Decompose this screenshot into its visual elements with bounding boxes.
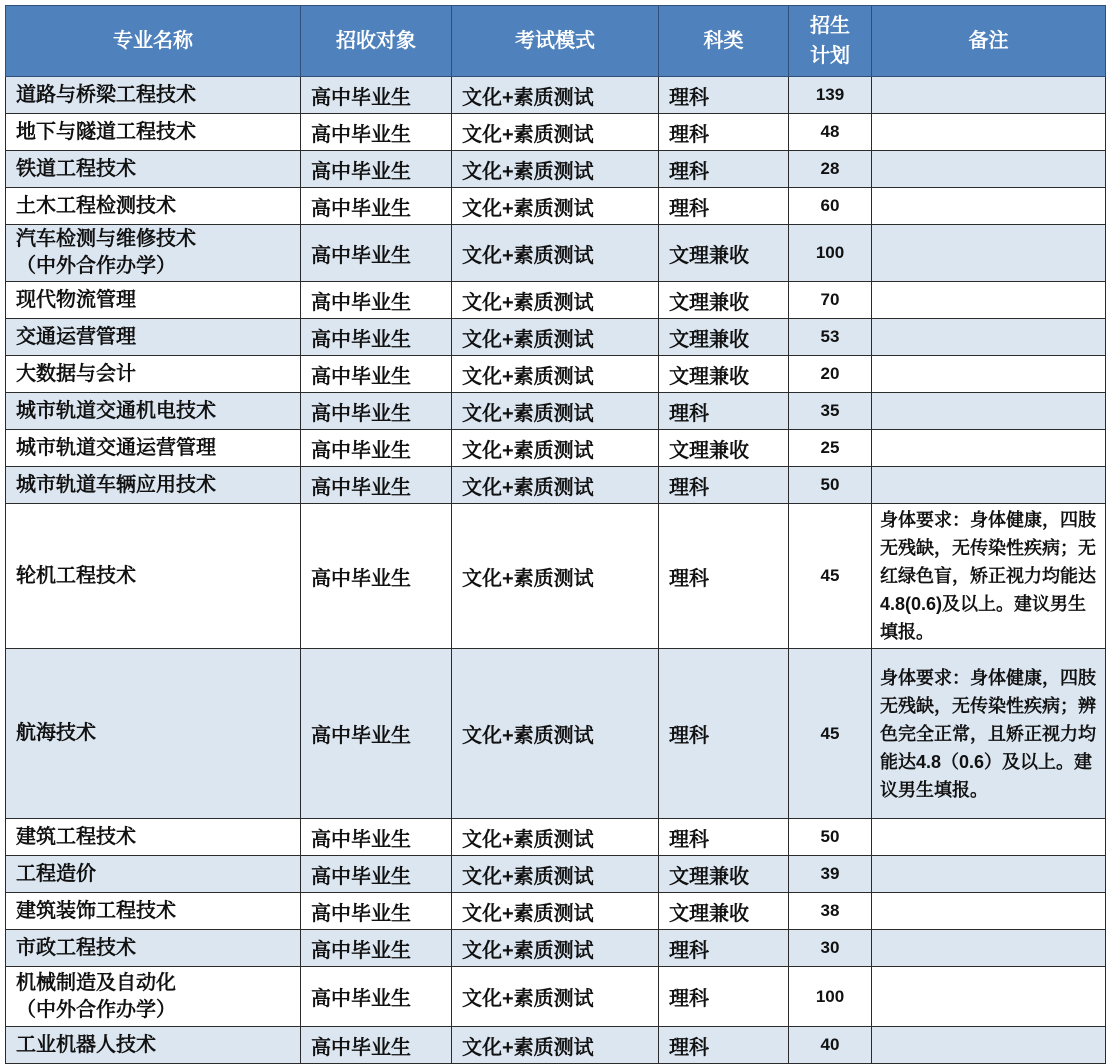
cell-exam: 文化+素质测试 [452,151,659,188]
cell-remark [872,1027,1106,1064]
major-name: 工程造价 [16,862,96,885]
header-category: 科类 [659,6,789,77]
cell-plan: 30 [789,930,872,967]
cell-major [6,893,301,930]
major-name: 城市轨道交通运营管理 [16,436,216,459]
table-row [6,188,1106,225]
cell-major [6,504,301,649]
major-name: 交通运营管理 [16,325,136,348]
cell-target: 高中毕业生 [301,430,452,467]
major-note: （中外合作办学） [16,998,176,1021]
cell-exam: 文化+素质测试 [452,930,659,967]
cell-exam: 文化+素质测试 [452,319,659,356]
cell-exam: 文化+素质测试 [452,819,659,856]
cell-exam: 文化+素质测试 [452,114,659,151]
cell-plan: 20 [789,356,872,393]
cell-exam: 文化+素质测试 [452,225,659,282]
cell-category: 文理兼收 [659,893,789,930]
cell-category: 理科 [659,188,789,225]
cell-category: 文理兼收 [659,225,789,282]
major-name: 市政工程技术 [16,936,136,959]
cell-target: 高中毕业生 [301,504,452,649]
cell-major [6,856,301,893]
cell-target: 高中毕业生 [301,151,452,188]
cell-major [6,319,301,356]
major-name: 现代物流管理 [16,288,136,311]
cell-category: 文理兼收 [659,356,789,393]
cell-target: 高中毕业生 [301,282,452,319]
cell-exam: 文化+素质测试 [452,356,659,393]
cell-category: 理科 [659,930,789,967]
table-row [6,1027,1106,1064]
cell-major [6,930,301,967]
cell-plan: 100 [789,225,872,282]
major-name: 铁道工程技术 [16,157,136,180]
cell-plan: 53 [789,319,872,356]
cell-target: 高中毕业生 [301,356,452,393]
major-name: 道路与桥梁工程技术 [16,83,196,106]
header-exam: 考试模式 [452,6,659,77]
cell-exam: 文化+素质测试 [452,467,659,504]
cell-major [6,393,301,430]
header-plan-line2: 计划 [810,45,850,67]
cell-major [6,467,301,504]
cell-plan: 45 [789,649,872,819]
cell-plan: 25 [789,430,872,467]
table-row [6,282,1106,319]
cell-target: 高中毕业生 [301,467,452,504]
cell-exam: 文化+素质测试 [452,504,659,649]
cell-remark [872,319,1106,356]
major-name: 汽车检测与维修技术 [16,228,196,250]
cell-exam: 文化+素质测试 [452,77,659,114]
cell-remark [872,430,1106,467]
cell-category: 文理兼收 [659,430,789,467]
cell-category: 理科 [659,967,789,1027]
table-row [6,356,1106,393]
cell-target: 高中毕业生 [301,819,452,856]
cell-plan: 40 [789,1027,872,1064]
enrollment-plan-table [5,5,1106,1064]
cell-target: 高中毕业生 [301,893,452,930]
cell-major [6,649,301,819]
cell-major [6,1027,301,1064]
cell-remark [872,114,1106,151]
cell-category: 理科 [659,1027,789,1064]
cell-exam: 文化+素质测试 [452,430,659,467]
cell-remark [872,467,1106,504]
cell-remark [872,930,1106,967]
major-name: 地下与隧道工程技术 [16,120,196,143]
cell-category: 理科 [659,151,789,188]
major-note: （中外合作办学） [16,255,176,277]
cell-target: 高中毕业生 [301,225,452,282]
table-row [6,319,1106,356]
cell-plan: 50 [789,467,872,504]
cell-major [6,819,301,856]
cell-category: 理科 [659,649,789,819]
cell-exam: 文化+素质测试 [452,188,659,225]
major-name: 土木工程检测技术 [16,194,176,217]
cell-plan: 38 [789,893,872,930]
cell-major [6,967,301,1027]
header-target: 招收对象 [301,6,452,77]
table-row [6,225,1106,282]
cell-category: 文理兼收 [659,282,789,319]
cell-plan: 45 [789,504,872,649]
cell-plan: 39 [789,856,872,893]
cell-plan: 35 [789,393,872,430]
major-name: 城市轨道车辆应用技术 [16,473,216,496]
cell-exam: 文化+素质测试 [452,649,659,819]
cell-major [6,77,301,114]
cell-category: 文理兼收 [659,856,789,893]
table-row [6,151,1106,188]
cell-remark [872,819,1106,856]
cell-remark [872,77,1106,114]
table-row [6,649,1106,819]
cell-exam: 文化+素质测试 [452,856,659,893]
cell-target: 高中毕业生 [301,856,452,893]
table-row [6,819,1106,856]
table-row [6,430,1106,467]
cell-major [6,151,301,188]
cell-plan: 60 [789,188,872,225]
cell-remark: 身体要求：身体健康，四肢无残缺，无传染性疾病；无红绿色盲，矫正视力均能达4.8(0.6)及以上。建议男生填报。 [872,504,1106,649]
cell-plan: 139 [789,77,872,114]
table-row [6,504,1106,649]
cell-exam: 文化+素质测试 [452,282,659,319]
cell-exam: 文化+素质测试 [452,893,659,930]
cell-category: 理科 [659,504,789,649]
cell-remark [872,893,1106,930]
table-row [6,114,1106,151]
cell-major [6,188,301,225]
cell-target: 高中毕业生 [301,967,452,1027]
cell-target: 高中毕业生 [301,1027,452,1064]
major-name: 工业机器人技术 [16,1033,156,1056]
cell-major [6,282,301,319]
cell-category: 理科 [659,819,789,856]
table-row [6,467,1106,504]
cell-major [6,114,301,151]
major-name: 航海技术 [16,722,96,744]
cell-target: 高中毕业生 [301,188,452,225]
cell-remark [872,188,1106,225]
cell-plan: 28 [789,151,872,188]
table-row [6,393,1106,430]
cell-remark [872,856,1106,893]
header-plan-line1: 招生 [810,15,850,37]
major-name: 大数据与会计 [16,362,136,385]
header-plan [789,6,872,77]
major-name: 建筑工程技术 [16,825,136,848]
table-row [6,967,1106,1027]
cell-category: 理科 [659,467,789,504]
cell-category: 理科 [659,393,789,430]
cell-remark [872,393,1106,430]
cell-target: 高中毕业生 [301,649,452,819]
cell-remark [872,967,1106,1027]
header-remark: 备注 [872,6,1106,77]
cell-remark [872,151,1106,188]
cell-target: 高中毕业生 [301,393,452,430]
cell-remark [872,356,1106,393]
cell-target: 高中毕业生 [301,930,452,967]
cell-category: 理科 [659,114,789,151]
cell-plan: 50 [789,819,872,856]
major-name: 建筑装饰工程技术 [16,899,176,922]
cell-remark [872,282,1106,319]
cell-major [6,356,301,393]
cell-plan: 70 [789,282,872,319]
table-row [6,77,1106,114]
cell-target: 高中毕业生 [301,114,452,151]
major-name: 轮机工程技术 [16,564,136,587]
table-row [6,856,1106,893]
cell-target: 高中毕业生 [301,77,452,114]
major-name: 城市轨道交通机电技术 [16,399,216,422]
cell-exam: 文化+素质测试 [452,1027,659,1064]
cell-remark [872,225,1106,282]
table-header-row [6,6,1106,77]
cell-target: 高中毕业生 [301,319,452,356]
table-row [6,893,1106,930]
cell-major [6,430,301,467]
cell-category: 文理兼收 [659,319,789,356]
cell-plan: 48 [789,114,872,151]
major-name: 机械制造及自动化 [16,971,176,994]
cell-exam: 文化+素质测试 [452,393,659,430]
cell-major [6,225,301,282]
cell-remark: 身体要求：身体健康，四肢无残缺，无传染性疾病；辨色完全正常，且矫正视力均能达4.8（0.6）及以上。建议男生填报。 [872,649,1106,819]
cell-plan: 100 [789,967,872,1027]
header-major: 专业名称 [6,6,301,77]
table-row [6,930,1106,967]
cell-exam: 文化+素质测试 [452,967,659,1027]
cell-category: 理科 [659,77,789,114]
